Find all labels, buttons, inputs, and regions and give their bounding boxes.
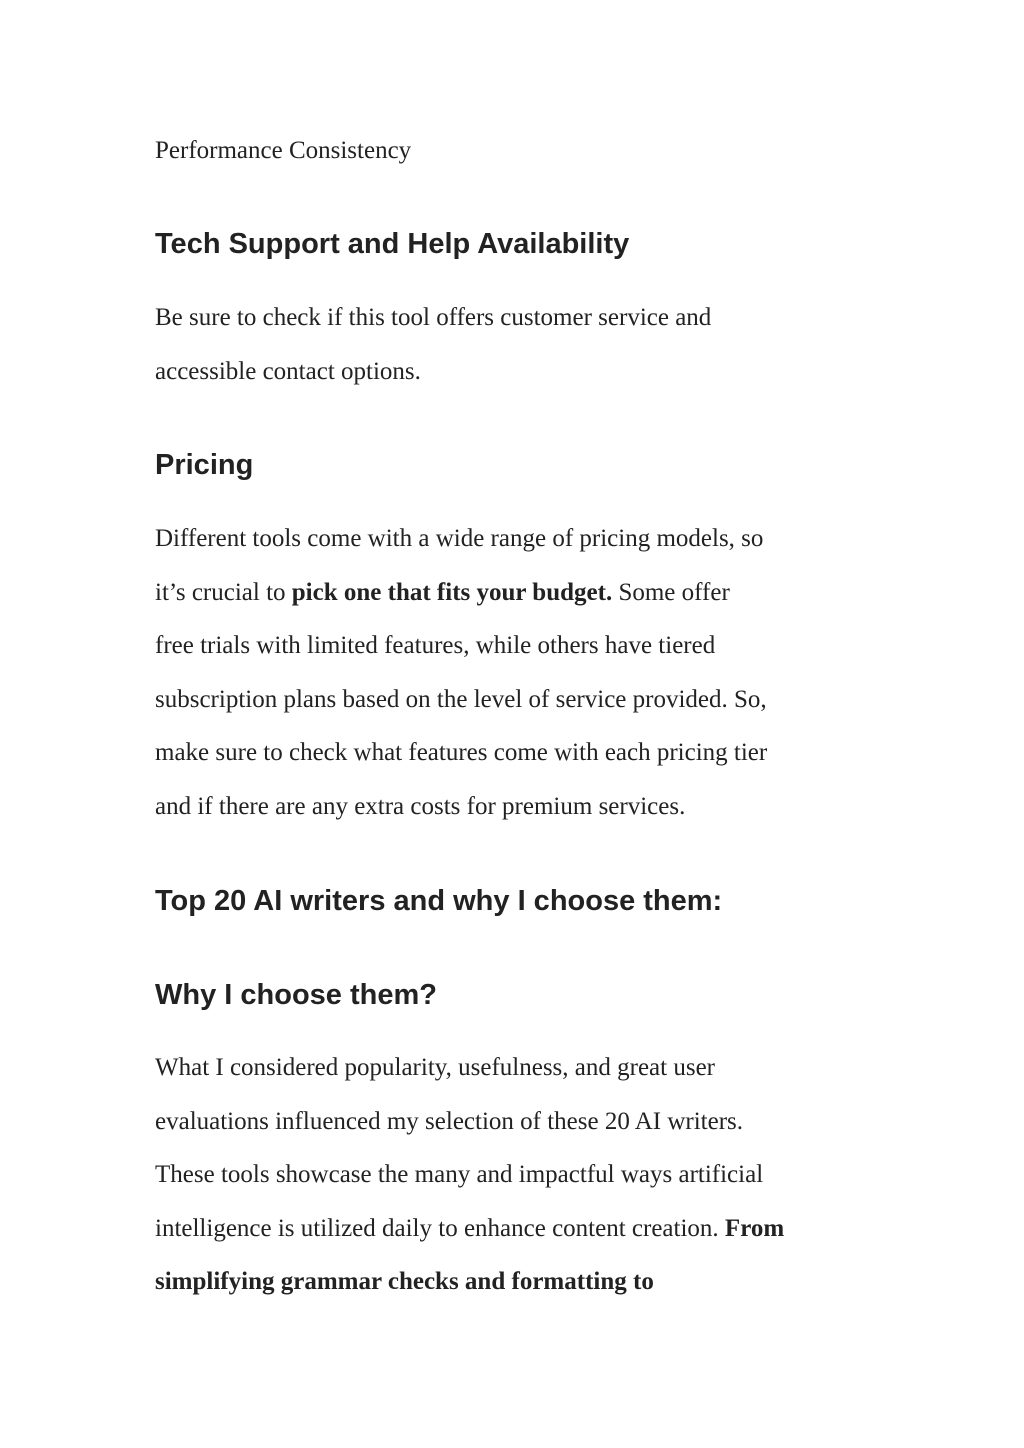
paragraph-line: evaluations influenced my selection of these 20 AI writers. [155,1107,744,1135]
bold-text: From [724,1214,785,1242]
bold-text: simplifying grammar checks and formatting to [155,1268,654,1295]
paragraph-line: Be sure to check if this tool offers customer service and [155,304,712,331]
paragraph-line [155,1255,784,1309]
paragraph-tech-support [155,291,711,398]
paragraph-line: subscription plans based on the level of service provided. So, [155,685,767,713]
paragraph-line: accessible contact options. [155,357,421,385]
paragraph-pricing [155,512,767,833]
heading-pricing: Pricing [155,449,254,481]
paragraph-line: make sure to check what features come with each pricing tier [155,739,768,766]
paragraph-why [155,1041,784,1309]
paragraph-line [155,566,767,620]
text-run: it’s crucial to [155,578,292,606]
paragraph-line: free trials with limited features, while others have tiered [155,632,716,659]
paragraph-line: Different tools come with a wide range of pricing models, so [155,525,764,552]
paragraph-line: These tools showcase the many and impactful ways artificial [155,1161,764,1188]
paragraph-line: and if there are any extra costs for premium services. [155,792,686,820]
text-run: intelligence is utilized daily to enhance content creation. [155,1214,725,1242]
heading-tech-support: Tech Support and Help Availability [155,228,630,260]
bold-text: pick one that fits your budget. [291,578,613,606]
heading-top-20: Top 20 AI writers and why I choose them: [155,885,723,917]
heading-why: Why I choose them? [155,979,437,1011]
paragraph-line [155,1202,784,1256]
paragraph-line: What I considered popularity, usefulness, and great user [155,1054,715,1081]
text-run: Some offer [612,578,730,606]
intro-line: Performance Consistency [155,137,412,164]
